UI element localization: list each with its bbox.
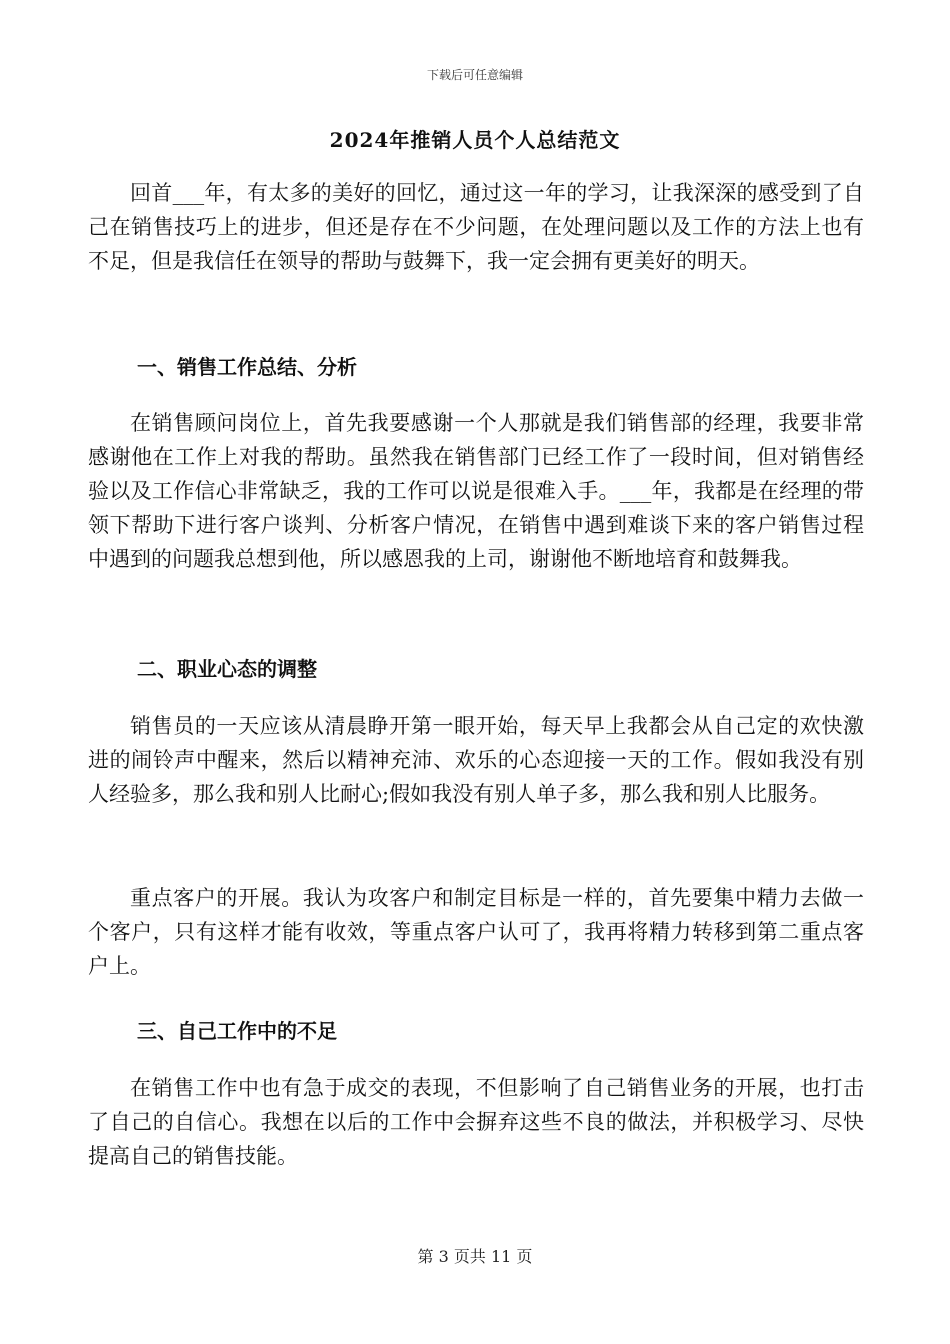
section-heading-2: 二、职业心态的调整 bbox=[137, 657, 317, 681]
section-heading-1: 一、销售工作总结、分析 bbox=[137, 355, 357, 379]
header-note: 下载后可任意编辑 bbox=[426, 68, 523, 82]
intro-paragraph: 回首___年，有太多的美好的回忆，通过这一年的学习，让我深深的感受到了自己在销售技巧上的进步，但还是存在不少问题，在处理问题以及工作的方法上也有不足，但是我信任在领导的帮助与鼓舞下，我一定会拥有更美好的明天。 bbox=[88, 181, 864, 273]
section-heading-3: 三、自己工作中的不足 bbox=[137, 1019, 337, 1043]
section-3-paragraph-1: 在销售工作中也有急于成交的表现，不但影响了自己销售业务的开展，也打击了自己的自信心。我想在以后的工作中会摒弃这些不良的做法，并积极学习、尽快提高自己的销售技能。 bbox=[88, 1076, 864, 1168]
section-1-paragraph-1: 在销售顾问岗位上，首先我要感谢一个人那就是我们销售部的经理，我要非常感谢他在工作上对我的帮助。虽然我在销售部门已经工作了一段时间，但对销售经验以及工作信心非常缺乏，我的工作可以说是很难入手。___年，我都是在经理的带领下帮助下进行客户谈判、分析客户情况，在销售中遇到难谈下来的客户销售过程中遇到的问题我总想到他，所以感恩我的上司，谢谢他不断地培育和鼓舞我。 bbox=[88, 411, 864, 571]
document-title: 2024年推销人员个人总结范文 bbox=[329, 128, 621, 152]
section-2-paragraph-2: 重点客户的开展。我认为攻客户和制定目标是一样的，首先要集中精力去做一个客户，只有这样才能有收效，等重点客户认可了，我再将精力转移到第二重点客户上。 bbox=[88, 886, 864, 978]
page-number-footer: 第 3 页共 11 页 bbox=[417, 1247, 533, 1266]
section-2-paragraph-1: 销售员的一天应该从清晨睁开第一眼开始，每天早上我都会从自己定的欢快激进的闹铃声中醒来，然后以精神充沛、欢乐的心态迎接一天的工作。假如我没有别人经验多，那么我和别人比耐心;假如我没有别人单子多，那么我和别人比服务。 bbox=[88, 714, 864, 806]
